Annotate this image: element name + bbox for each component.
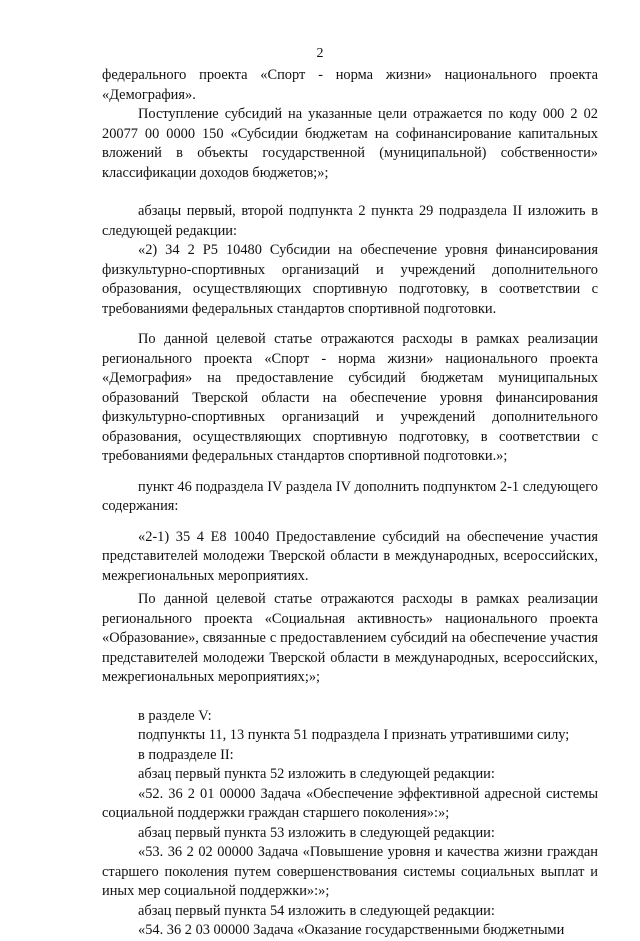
paragraph: «52. 36 2 01 00000 Задача «Обеспечение эффективной адресной системы социальной поддержки граждан старшего поколения»:»; bbox=[102, 785, 598, 821]
document-body bbox=[102, 66, 598, 941]
paragraph: абзац первый пункта 52 изложить в следующей редакции: bbox=[138, 766, 495, 782]
paragraph: Поступление субсидий на указанные цели отражается по коду 000 2 02 20077 00 0000 150 «Субсидии бюджетам на софинансирование капитальных вложений в объекты государственной (муниципальной) собственности» классификации доходов бюджетов;»; bbox=[102, 106, 598, 181]
paragraph: «54. 36 2 03 00000 Задача «Оказание государственными бюджетными bbox=[138, 922, 565, 938]
paragraph: «2) 34 2 Р5 10480 Субсидии на обеспечение уровня финансирования физкультурно-спортивных организаций и учреждений дополнительного образования, осуществляющих спортивную подготовку, в соответствии с требованиями федеральных стандартов спортивной подготовки. bbox=[102, 242, 598, 317]
paragraph: абзац первый пункта 54 изложить в следующей редакции: bbox=[138, 902, 495, 919]
paragraph: подпункты 11, 13 пункта 51 подраздела I признать утратившими силу; bbox=[138, 727, 570, 743]
paragraph: федерального проекта «Спорт - норма жизни» национального проекта «Демография». bbox=[102, 67, 598, 103]
paragraph: в подразделе II: bbox=[138, 746, 234, 763]
paragraph: «2-1) 35 4 Е8 10040 Предоставление субсидий на обеспечение участия представителей молодежи Тверской области в международных, всероссийских, межрегиональных мероприятиях. bbox=[102, 528, 598, 584]
paragraph: в разделе V: bbox=[138, 707, 212, 724]
paragraph: По данной целевой статье отражаются расходы в рамках реализации регионального проекта «Спорт - норма жизни» национального проекта «Демография» на предоставление субсидий бюджетам муниципальных образований Тверской области на обеспечение уровня финансирования физкультурно-спортивных организаций и учреждений дополнительного образования, осуществляющих спортивную подготовку, в соответствии с требованиями федеральных стандартов спортивной подготовки.»; bbox=[102, 331, 598, 464]
page-number: 2 bbox=[316, 46, 324, 61]
paragraph: По данной целевой статье отражаются расходы в рамках реализации регионального проекта «Социальная активность» национального проекта «Образование», связанные с предоставлением субсидий на обеспечение участия представителей молодежи Тверской области в международных, всероссийских, межрегиональных мероприятиях;»; bbox=[102, 591, 598, 685]
paragraph: абзац первый пункта 53 изложить в следующей редакции: bbox=[138, 824, 495, 841]
paragraph: «53. 36 2 02 00000 Задача «Повышение уровня и качества жизни граждан старшего поколения путем совершенствования системы социальных выплат и иных мер социальной поддержки»:»; bbox=[102, 844, 598, 899]
paragraph: абзацы первый, второй подпункта 2 пункта 29 подраздела II изложить в следующей редакции: bbox=[102, 203, 598, 239]
paragraph: пункт 46 подраздела IV раздела IV дополнить подпунктом 2-1 следующего содержания: bbox=[102, 478, 598, 514]
